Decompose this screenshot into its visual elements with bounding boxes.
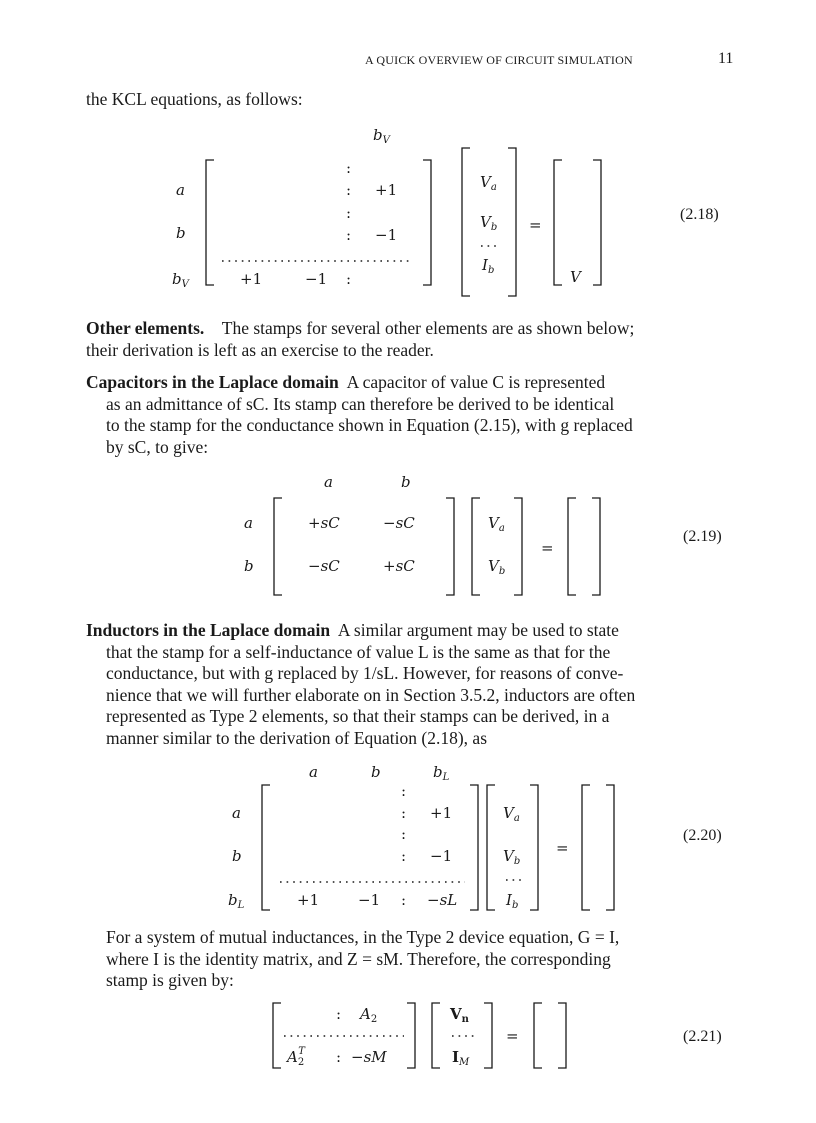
eq221-vn: $V_n$ xyxy=(450,1005,469,1025)
eq218-equals: = xyxy=(529,216,542,234)
svg-text::: : xyxy=(401,825,407,843)
svg-text::: : xyxy=(346,204,352,222)
eq219-equals: = xyxy=(541,539,554,557)
intro-line: the KCL equations, as follows: xyxy=(86,89,303,109)
eq220-col-b: b xyxy=(371,763,381,781)
inductors-line-2: that the stamp for a self-inductance of value L is the same as that for the xyxy=(106,641,611,662)
capacitors-line-2: as an admittance of sC. Its stamp can therefore be derived to be identical xyxy=(106,393,615,414)
eq221-a2t: $A_2T$ xyxy=(287,1046,305,1068)
svg-text::: : xyxy=(346,181,352,199)
eq220-row-bl: $b_L$ xyxy=(228,891,245,911)
page-number: 11 xyxy=(718,50,734,67)
eq220-col-bl: $b_L$ xyxy=(433,763,450,783)
eq218-rhs: V xyxy=(570,268,581,286)
eq220-entry-2: −1 xyxy=(430,847,453,865)
eq218-entry-1: +1 xyxy=(375,181,398,199)
eq220-ib: $I_b$ xyxy=(506,891,519,911)
inductors-line-4: nience that we will further elaborate on in Section 3.5.2, inductors are often xyxy=(106,684,636,705)
eq221-equals: = xyxy=(506,1027,519,1045)
eq219-entry-2: −sC xyxy=(383,514,415,532)
eq220-entry-5: −sL xyxy=(427,891,458,909)
eq220-label: (2.20) xyxy=(683,827,722,844)
eq219-entry-1: +sC xyxy=(308,514,340,532)
inductors-line-1: A similar argument may be used to state xyxy=(337,620,619,640)
eq219-col-b: b xyxy=(401,473,411,491)
svg-text::: : xyxy=(401,847,407,865)
eq218-row-bv: $b_V$ xyxy=(172,270,189,290)
eq220-entry-1: +1 xyxy=(430,804,453,822)
eq221-a2: $A_2$ xyxy=(360,1005,378,1025)
eq220-entry-4: −1 xyxy=(358,891,381,909)
eq219-row-a: a xyxy=(244,514,253,532)
eq220-entry-3: +1 xyxy=(297,891,320,909)
eq219-vb: $V_b$ xyxy=(488,557,506,577)
capacitors-line-3: to the stamp for the conductance shown in Equation (2.15), with g replaced xyxy=(106,415,633,435)
other-elements-text-2: their derivation is left as an exercise to the reader. xyxy=(86,339,434,360)
mutual-line-2: where I is the identity matrix, and Z = sM. Therefore, the corresponding xyxy=(106,948,611,969)
capacitors-line-4: by sC, to give: xyxy=(106,436,209,457)
eq218-entry-3: +1 xyxy=(240,270,263,288)
eq220-row-b: b xyxy=(232,847,242,865)
eq218-entry-4: −1 xyxy=(305,270,328,288)
svg-text::: : xyxy=(401,804,407,822)
eq219-label: (2.19) xyxy=(683,528,722,545)
svg-text::: : xyxy=(401,891,407,909)
mutual-line-3: stamp is given by: xyxy=(106,970,234,990)
eq218-vb: $V_b$ xyxy=(480,213,498,233)
inductors-heading: Inductors in the Laplace domain xyxy=(86,620,331,640)
eq219-row-b: b xyxy=(244,557,254,575)
eq221-label: (2.21) xyxy=(683,1028,722,1045)
eq219-entry-3: −sC xyxy=(308,557,340,575)
svg-text::: : xyxy=(346,159,352,177)
mutual-line-1: For a system of mutual inductances, in the Type 2 device equation, G = I, xyxy=(106,927,620,947)
inductors-line-3: conductance, but with g replaced by 1/sL. However, for reasons of conve- xyxy=(106,663,624,683)
eq220-vb: $V_b$ xyxy=(503,847,521,867)
eq218-va: $V_a$ xyxy=(480,173,497,193)
other-elements-heading: Other elements. xyxy=(86,318,205,338)
eq218-row-b: b xyxy=(176,224,186,242)
eq219-va: $V_a$ xyxy=(488,514,505,534)
svg-text::: : xyxy=(401,782,407,800)
eq220-col-a: a xyxy=(309,763,318,781)
eq219-entry-4: +sC xyxy=(383,557,415,575)
eq218-col-header: $b_V$ xyxy=(373,126,390,146)
capacitors-line-1: A capacitor of value C is represented xyxy=(346,372,606,392)
eq220-equals: = xyxy=(556,839,569,857)
svg-text::: : xyxy=(336,1048,342,1066)
eq221-im: $I_M$ xyxy=(452,1048,470,1068)
eq218-entry-2: −1 xyxy=(375,226,398,244)
eq218-ib: $I_b$ xyxy=(482,256,495,276)
eq218-row-a: a xyxy=(176,181,185,199)
eq218-label: (2.18) xyxy=(680,206,719,223)
inductors-line-5: represented as Type 2 elements, so that their stamps can be derived, in a xyxy=(106,706,610,726)
svg-text::: : xyxy=(346,270,352,288)
eq221-entry-3: −sM xyxy=(351,1048,387,1066)
svg-text::: : xyxy=(346,226,352,244)
eq220-row-a: a xyxy=(232,804,241,822)
eq220-va: $V_a$ xyxy=(503,804,520,824)
svg-text::: : xyxy=(336,1005,342,1023)
other-elements-text-1: The stamps for several other elements are as shown below; xyxy=(221,318,635,338)
running-title: A QUICK OVERVIEW OF CIRCUIT SIMULATION xyxy=(365,53,633,67)
eq219-col-a: a xyxy=(324,473,333,491)
inductors-line-6: manner similar to the derivation of Equation (2.18), as xyxy=(106,727,488,748)
capacitors-heading: Capacitors in the Laplace domain xyxy=(86,372,339,392)
